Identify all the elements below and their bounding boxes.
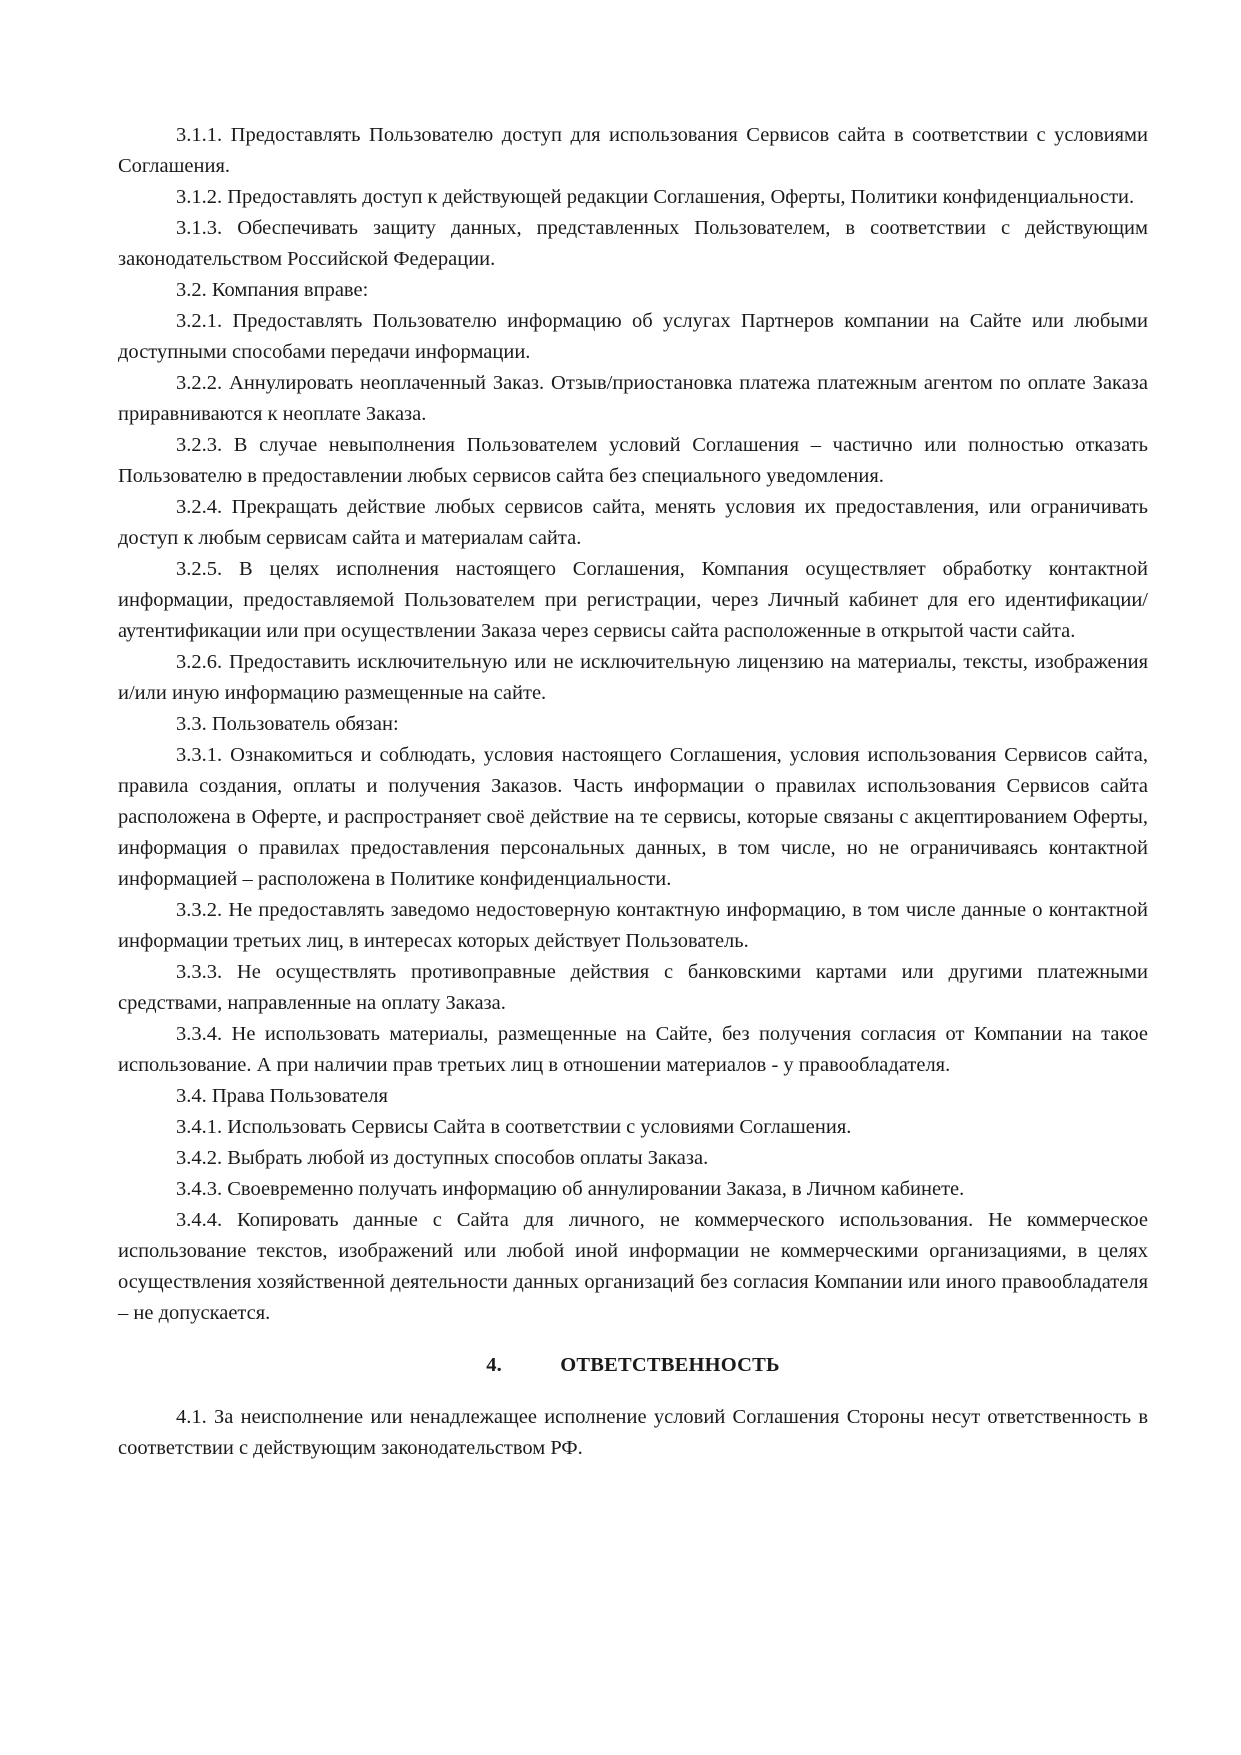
paragraph-text: Не использовать материалы, размещенные на Сайте, без получения согласия от Компании на такое использование. А при наличии прав третьих лиц в отношении материалов - у правообладателя. [118, 1023, 1149, 1076]
paragraph-3-2-2 [118, 368, 1148, 430]
paragraph-text: Предоставить исключительную или не исключительную лицензию на материалы, тексты, изображения и/или иную информацию размещенные на сайте. [118, 651, 1148, 704]
paragraph-text: Своевременно получать информацию об аннулировании Заказа, в Личном кабинете. [227, 1178, 965, 1200]
section-heading-title: ОТВЕТСТВЕННОСТЬ [560, 1354, 780, 1376]
paragraph-text: Использовать Сервисы Сайта в соответствии с условиями Соглашения. [227, 1116, 852, 1138]
paragraph-3-3-4 [118, 1019, 1148, 1081]
paragraph-number: 3.2.5. [176, 558, 223, 580]
paragraph-3-4 [118, 1081, 1148, 1112]
paragraphs-section-3 [118, 120, 1148, 1329]
paragraph-3-4-3 [118, 1174, 1148, 1205]
paragraph-text: Пользователь обязан: [211, 713, 399, 735]
paragraph-number: 3.2.4. [176, 496, 223, 518]
paragraph-number: 4.1. [176, 1406, 207, 1428]
paragraph-text: Прекращать действие любых сервисов сайта, менять условия их предоставления, или ограничивать доступ к любым сервисам сайта и материалам сайта. [118, 496, 1149, 549]
paragraph-text: Предоставлять доступ к действующей редакции Соглашения, Оферты, Политики конфиденциальности. [227, 186, 1135, 208]
paragraph-text: Не осуществлять противоправные действия с банковскими картами или другими платежными средствами, направленные на оплату Заказа. [118, 961, 1148, 1014]
paragraph-3-4-1 [118, 1112, 1148, 1143]
paragraph-text: Предоставлять Пользователю информацию об услугах Партнеров компании на Сайте или любыми доступными способами передачи информации. [118, 310, 1149, 363]
paragraph-3-2-5 [118, 554, 1148, 647]
paragraph-3-4-4 [118, 1205, 1148, 1329]
paragraph-number: 3.2.3. [176, 434, 223, 456]
section-heading [118, 1350, 1148, 1381]
paragraph-3-3-3 [118, 957, 1148, 1019]
paragraph-3-2 [118, 275, 1148, 306]
paragraph-number: 3.3.2. [176, 899, 223, 921]
paragraph-number: 3.4.3. [176, 1178, 223, 1200]
paragraph-number: 3.2.6. [176, 651, 223, 673]
paragraph-number: 3.1.3. [176, 217, 223, 239]
paragraph-3-1-1 [118, 120, 1148, 182]
paragraph-text: Выбрать любой из доступных способов оплаты Заказа. [227, 1147, 709, 1169]
paragraph-number: 3.3.4. [176, 1023, 223, 1045]
paragraph-text: Ознакомиться и соблюдать, условия настоящего Соглашения, условия использования Сервисов сайта, правила создания, оплаты и получения Заказов. Часть информации о правилах использования Сервисов сайта расположена в Оферте, и распространяет своё действие на те сервисы, которые связаны с акцептированием Оферты, информация о правилах предоставления персональных данных, в том числе, но не ограничиваясь контактной информацией – расположена в Политике конфиденциальности. [118, 744, 1148, 890]
paragraph-text: Предоставлять Пользователю доступ для использования Сервисов сайта в соответствии с условиями Соглашения. [118, 124, 1149, 177]
paragraph-number: 3.3. [176, 713, 207, 735]
paragraph-number: 3.2.1. [176, 310, 223, 332]
paragraph-number: 3.4.4. [176, 1209, 223, 1231]
paragraph-number: 3.4.1. [176, 1116, 223, 1138]
paragraph-number: 3.3.3. [176, 961, 223, 983]
paragraph-text: В целях исполнения настоящего Соглашения, Компания осуществляет обработку контактной информации, предоставляемой Пользователем при регистрации, через Личный кабинет для его идентификации/аутентификации или при осуществлении Заказа через сервисы сайта расположенные в открытой части сайта. [118, 558, 1149, 642]
paragraph-number: 3.1.2. [176, 186, 223, 208]
paragraphs-section-4 [118, 1402, 1148, 1464]
paragraph-number: 3.1.1. [176, 124, 223, 146]
paragraph-text: Компания вправе: [211, 279, 369, 301]
paragraph-text: За неисполнение или ненадлежащее исполнение условий Соглашения Стороны несут ответственность в соответствии с действующим законодательством РФ. [118, 1406, 1149, 1459]
paragraph-3-3-1 [118, 740, 1148, 895]
paragraph-text: Права Пользователя [211, 1085, 388, 1107]
paragraph-text: Не предоставлять заведомо недостоверную контактную информацию, в том числе данные о контактной информации третьих лиц, в интересах которых действует Пользователь. [118, 899, 1148, 952]
paragraph-text: В случае невыполнения Пользователем условий Соглашения – частично или полностью отказать Пользователю в предоставлении любых сервисов сайта без специального уведомления. [118, 434, 1148, 487]
paragraph-text: Копировать данные с Сайта для личного, не коммерческого использования. Не коммерческое использование текстов, изображений или любой иной информации не коммерческими организациями, в целях осуществления хозяйственной деятельности данных организаций без согласия Компании или иного правообладателя – не допускается. [118, 1209, 1149, 1324]
paragraph-number: 3.2.2. [176, 372, 223, 394]
paragraph-3-4-2 [118, 1143, 1148, 1174]
paragraph-text: Аннулировать неоплаченный Заказ. Отзыв/приостановка платежа платежным агентом по оплате Заказа приравниваются к неоплате Заказа. [118, 372, 1148, 425]
section-heading-number: 4. [486, 1354, 502, 1376]
paragraph-number: 3.3.1. [176, 744, 223, 766]
paragraph-4-1 [118, 1402, 1148, 1464]
paragraph-3-2-3 [118, 430, 1148, 492]
paragraph-3-3 [118, 709, 1148, 740]
document-page [118, 120, 1148, 1464]
paragraph-number: 3.4.2. [176, 1147, 223, 1169]
paragraph-3-2-6 [118, 647, 1148, 709]
paragraph-3-1-2 [118, 182, 1148, 213]
paragraph-number: 3.2. [176, 279, 207, 301]
paragraph-text: Обеспечивать защиту данных, представленных Пользователем, в соответствии с действующим законодательством Российской Федерации. [118, 217, 1148, 270]
paragraph-3-1-3 [118, 213, 1148, 275]
paragraph-3-2-1 [118, 306, 1148, 368]
paragraph-number: 3.4. [176, 1085, 207, 1107]
paragraph-3-2-4 [118, 492, 1148, 554]
paragraph-3-3-2 [118, 895, 1148, 957]
